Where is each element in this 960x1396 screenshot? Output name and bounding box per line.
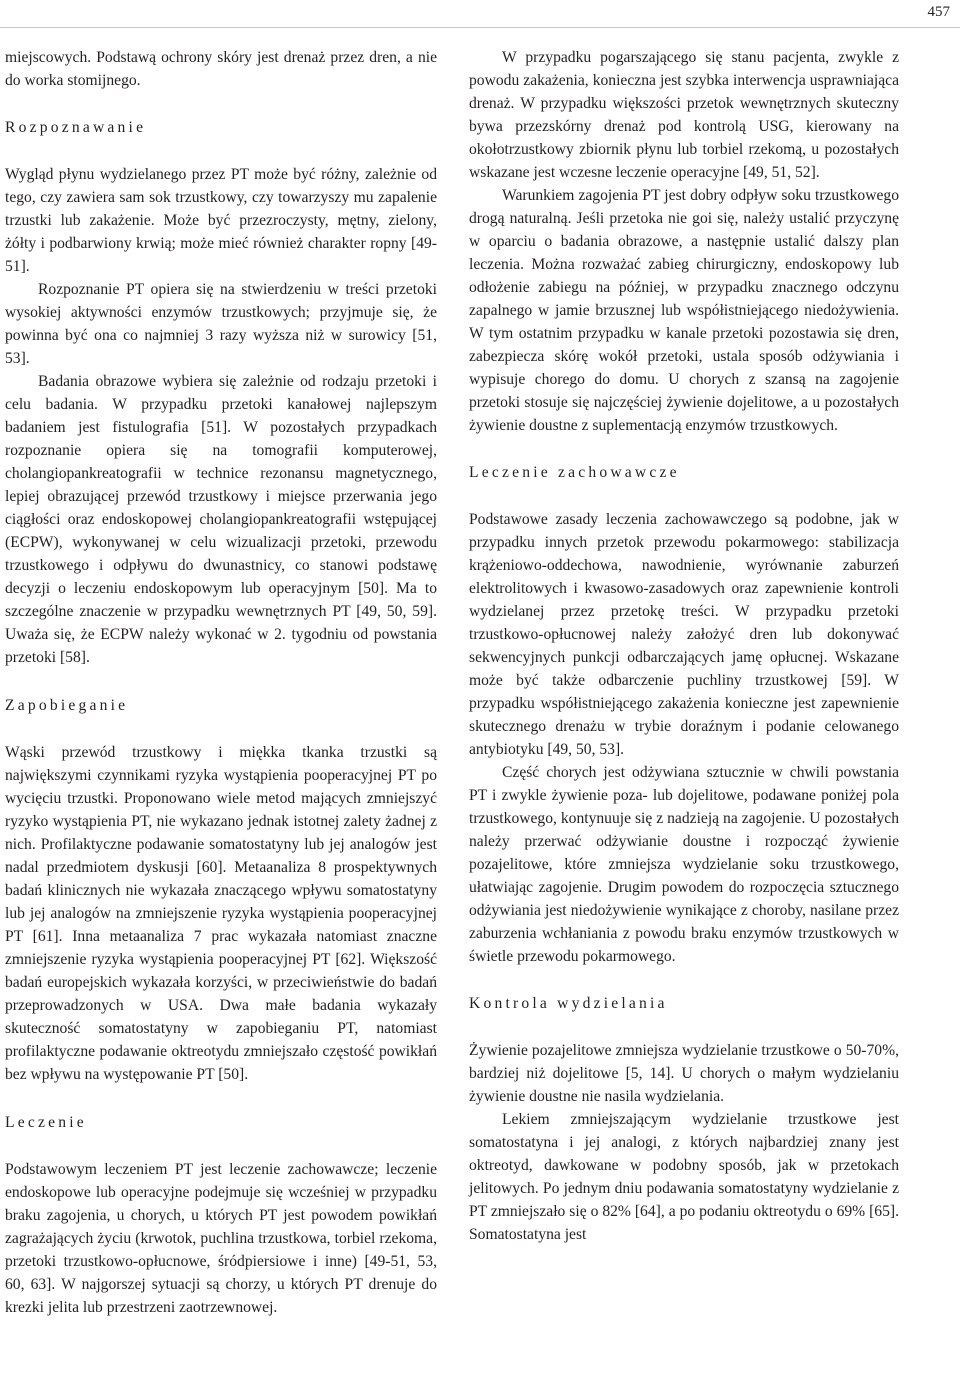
section-heading-kontrola-wydzielania: Kontrola wydzielania	[469, 995, 668, 1012]
paragraph: W przypadku pogarszającego się stanu pacjenta, zwykle z powodu zakażenia, konieczna jest szybka interwencja usprawniająca drenaż. W przypadku większości przetok wewnętrznych skuteczny bywa przezskórny drenaż pod kontrolą USG, kierowany na okołotrzustkowy zbiornik płynu lub torbiel rzekomą, u pozostałych wskazane jest wczesne leczenie operacyjne [49, 51, 52].	[469, 49, 899, 181]
paragraph: Wąski przewód trzustkowy i miękka tkanka trzustki są największymi czynnikami ryzyka wystąpienia pooperacyjnej PT po wycięciu trzustki. Proponowano wiele metod mających zmniejszyć ryzyko wystąpienia PT, nie wykazano jednak istotnej zalety żadnej z nich. Profilaktyczne podawanie somatostatyny lub jej analogów jest nadal przedmiotem dyskusji [60]. Metaanaliza 8 prospektywnych badań klinicznych nie wykazała znaczącego wpływu somatostatyny lub jej analogów na zmniejszenie ryzyka wystąpienia pooperacyjnej PT [61]. Inna metaanaliza 7 prac wykazała natomiast znaczne zmniejszenie ryzyka wystąpienia pooperacyjnej PT [62]. Większość badań europejskich wykazała korzyści, w przeciwieństwie do badań przeprowadzonych w USA. Dwa małe badania wykazały skuteczność somatostatyny w zapobieganiu PT, natomiast profilaktyczne podawanie oktreotydu zmniejszało częstość powikłań bez wpływu na występowanie PT [50].	[5, 744, 437, 1083]
page-number: 457	[927, 4, 950, 20]
paragraph-intro: miejscowych. Podstawą ochrony skóry jest drenaż przez dren, a nie do worka stomijnego.	[5, 49, 437, 89]
left-column	[5, 46, 437, 1319]
section-heading-rozpoznawanie: Rozpoznawanie	[5, 119, 147, 136]
paragraph: Warunkiem zagojenia PT jest dobry odpływ soku trzustkowego drogą naturalną. Jeśli przetoka nie goi się, należy ustalić przyczynę w oparciu o badania obrazowe, a następnie ustalić dalszy plan leczenia. Można rozważać zabieg chirurgiczny, endoskopowy lub odłożenie zabiegu na później, w przypadku znacznego odczynu zapalnego w jamie brzusznej lub współistniejącego niedożywienia. W tym ostatnim przypadku w kanale przetoki pozostawia się dren, zabezpiecza skórę wokół przetoki, ustala sposób odżywiania i wypisuje chorego do domu. U chorych z szansą na zagojenie przetoki stosuje się najczęściej żywienie dojelitowe, a u pozostałych żywienie doustne z suplementacją enzymów trzustkowych.	[469, 187, 899, 434]
paragraph: Podstawowym leczeniem PT jest leczenie zachowawcze; leczenie endoskopowe lub operacyjne podejmuje się wcześniej w przypadku braku zagojenia, u chorych, u których PT jest powodem powikłań zagrażających życiu (krwotok, puchlina trzustkowa, torbiel rzekoma, przetoki trzustkowo-opłucnowe, śródpiersiowe i inne) [49-51, 53, 60, 63]. W najgorszej sytuacji są chorzy, u których PT drenuje do krezki jelita lub przestrzeni zaotrzewnowej.	[5, 1161, 437, 1316]
section-heading-zapobieganie: Zapobieganie	[5, 697, 129, 714]
top-rule	[0, 27, 960, 28]
paragraph: Część chorych jest odżywiana sztucznie w chwili powstania PT i zwykle żywienie poza- lub dojelitowe, podawane poniżej pola trzustkowego, kontynuuje się z nadzieją na zagojenie. U pozostałych należy przerwać odżywianie doustne i rozpocząć żywienie pozajelitowe, które zmniejsza wydzielanie soku trzustkowego, ułatwiając zagojenie. Drugim powodem do rozpoczęcia sztucznego odżywiania jest niedożywienie wynikające z choroby, nasilane przez zaburzenia wchłaniania z powodu braku enzymów trzustkowych w świetle przewodu pokarmowego.	[469, 764, 899, 965]
section-heading-leczenie-zachowawcze: Leczenie zachowawcze	[469, 464, 680, 481]
paragraph: Rozpoznanie PT opiera się na stwierdzeniu w treści przetoki wysokiej aktywności enzymów trzustkowych; przyjmuje się, że powinna być ona co najmniej 3 razy wyższa niż w surowicy [51, 53].	[5, 281, 437, 367]
paragraph: Lekiem zmniejszającym wydzielanie trzustkowe jest somatostatyna i jej analogi, z których najbardziej znany jest oktreotyd, dawkowane w podobny sposób, jak w przetokach jelitowych. Po jednym dniu podawania somatostatyny wydzielanie z PT zmniejszało się o 82% [64], a po podaniu oktreotydu o 69% [65]. Somatostatyna jest	[469, 1111, 899, 1243]
paragraph: Żywienie pozajelitowe zmniejsza wydzielanie trzustkowe o 50-70%, bardziej niż dojelitowe [5, 14]. U chorych o małym wydzielaniu żywienie doustne nie nasila wydzielania.	[469, 1042, 899, 1105]
section-heading-leczenie: Leczenie	[5, 1114, 87, 1131]
paragraph: Wygląd płynu wydzielanego przez PT może być różny, zależnie od tego, czy zawiera sam sok trzustkowy, czy towarzyszy mu zapalenie trzustki lub zakażenie. Może być przezroczysty, mętny, zielony, żółty i podbarwiony krwią; może mieć również charakter ropny [49-51].	[5, 166, 437, 275]
paragraph: Badania obrazowe wybiera się zależnie od rodzaju przetoki i celu badania. W przypadku przetoki kanałowej najlepszym badaniem jest fistulografia [51]. W pozostałych przypadkach rozpoznanie opiera się na tomografii komputerowej, cholangiopankreatografii w technice rezonansu magnetycznego, lepiej obrazującej przewód trzustkowy i miejsce przerwania jego ciągłości oraz endoskopowej cholangiopankreatografii wstępującej (ECPW), wykonywanej w celu wizualizacji przetoki, przewodu trzustkowego i odpływu do dwunastnicy, co stanowi podstawę decyzji o leczeniu endoskopowym lub operacyjnym [50]. Ma to szczególne znaczenie w przypadku wewnętrznych PT [49, 50, 59]. Uważa się, że ECPW należy wykonać w 2. tygodniu od powstania przetoki [58].	[5, 373, 437, 666]
right-column	[469, 46, 899, 1246]
paragraph: Podstawowe zasady leczenia zachowawczego są podobne, jak w przypadku innych przetok przewodu pokarmowego: stabilizacja krążeniowo-oddechowa, nawodnienie, wyrównanie zaburzeń elektrolitowych i kwasowo-zasadowych oraz zapewnienie kontroli wydzielanej przez przetokę treści. W przypadku przetoki trzustkowo-opłucnowej należy założyć dren lub dokonywać sekwencyjnych punkcji odbarczających jamę opłucnej. Wskazane może być także odbarczenie puchliny trzustkowej [59]. W przypadku współistniejącego zakażenia konieczne jest zapewnienie skutecznego drenażu w trybie doraźnym i podanie celowanego antybiotyku [49, 50, 53].	[469, 511, 899, 758]
